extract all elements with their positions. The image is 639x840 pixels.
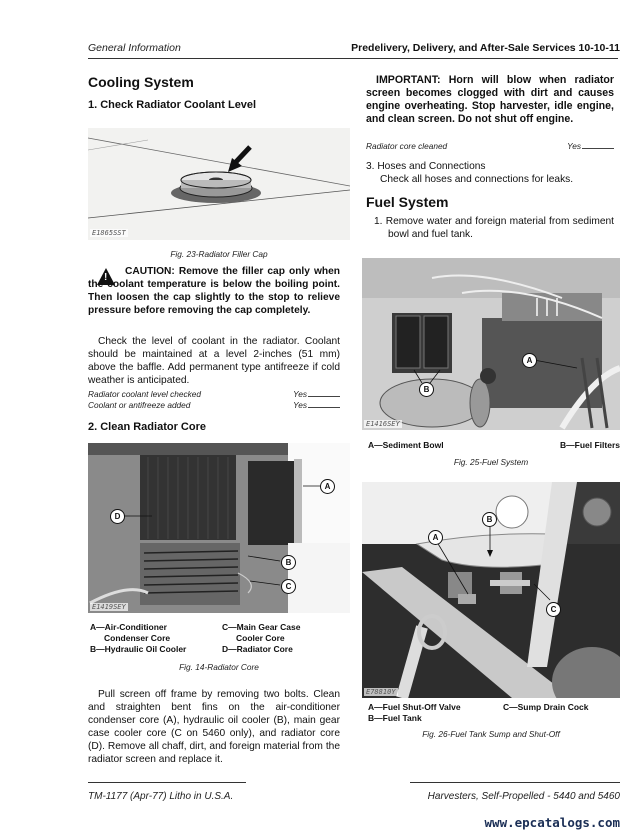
fuel-system-photo: [362, 258, 620, 430]
footer-rule-left: [88, 782, 246, 783]
section-title-cooling: Cooling System: [88, 74, 194, 90]
checkbox-line[interactable]: [582, 148, 614, 149]
checklist-row: Coolant or antifreeze added Yes: [88, 400, 340, 411]
checklist-row: Radiator core cleaned Yes: [366, 141, 614, 152]
radiator-core-photo: [88, 443, 350, 613]
figure-caption: Fig. 26-Fuel Tank Sump and Shut-Off: [422, 729, 560, 739]
arrow-pointer-icon: [226, 144, 256, 174]
figure-fuel-system: [362, 258, 620, 430]
coolant-level-paragraph: Check the level of coolant in the radiator. Coolant should be maintained at a level 2-inches (51 mm) above the baffle. Add permanent type antifreeze if cold weather is anticipated.: [88, 336, 340, 386]
figure-code: E1865SST: [92, 229, 126, 237]
callout-a: A: [428, 530, 443, 545]
figure-legend-fuel-tank: A—Fuel Shut-Off Valve B—Fuel Tank C—Sump Drain Cock: [368, 702, 589, 723]
header-rule: [88, 58, 618, 59]
coolant-checklist: [88, 389, 340, 411]
figure-caption: Fig. 23-Radiator Filler Cap: [170, 249, 268, 259]
footer-rule-right: [410, 782, 620, 783]
callout-a: A: [522, 353, 537, 368]
important-notice: IMPORTANT: Horn will blow when radiator screen becomes clogged with dirt and causes engine overheating. Stop harvester, idle engine, and clean screen. Do not shut off engine.: [366, 74, 614, 125]
figure-radiator-core: [88, 443, 350, 613]
section-title-fuel: Fuel System: [366, 194, 449, 210]
figure-code: E78810Y: [366, 688, 396, 696]
callout-b: B: [482, 512, 497, 527]
checkbox-line[interactable]: [308, 407, 340, 408]
step1-heading: 1. Check Radiator Coolant Level: [88, 99, 257, 111]
callout-c: C: [281, 579, 296, 594]
callout-d: D: [110, 509, 125, 524]
caution-text: CAUTION: Remove the filler cap only when the coolant temperature is below the boiling point. Then loosen the cap slightly to the stop to relieve pressure before removing the cap completely.: [88, 266, 340, 316]
figure-radiator-filler-cap: [88, 128, 350, 240]
running-header-title: Predelivery, Delivery, and After-Sale Services 10-10-11: [351, 42, 620, 54]
checklist-row: Radiator coolant level checked Yes: [88, 389, 340, 400]
clean-radiator-paragraph: Pull screen off frame by removing two bolts. Clean and straighten bent fins on the air-conditioner condenser core (A), hydraulic oil cooler (B), main gear case cooler core (C on 5460 only), and radiator core (D). Remove all chaff, dirt, and foreign material from the radiator screen and replace it.: [88, 689, 340, 765]
callout-b: B: [281, 555, 296, 570]
figure-code: E1416SEY: [366, 420, 400, 428]
callout-c: C: [546, 602, 561, 617]
step3-text: Check all hoses and connections for leaks.: [380, 174, 574, 185]
fuel-step1: 1. Remove water and foreign material from sediment bowl and fuel tank.: [374, 216, 614, 240]
callout-b: B: [419, 382, 434, 397]
callout-a: A: [320, 479, 335, 494]
figure-legend-fuel-system: A—Sediment Bowl B—Fuel Filters: [368, 440, 620, 450]
radiator-filler-cap-illustration: [88, 128, 350, 240]
figure-caption: Fig. 14-Radiator Core: [179, 662, 259, 672]
figure-legend-radiator-core: A—Air-Conditioner Condenser Core B—Hydraulic Oil Cooler C—Main Gear Case Cooler Core D—Radiator Core: [90, 622, 301, 654]
step2-heading: 2. Clean Radiator Core: [88, 421, 206, 433]
radiator-core-checklist: [366, 141, 614, 152]
figure-caption: Fig. 25-Fuel System: [453, 457, 529, 467]
footer-product: Harvesters, Self-Propelled - 5440 and 5460: [427, 791, 620, 802]
figure-code: E1419SEY: [92, 603, 126, 611]
step3-heading: 3. Hoses and Connections: [366, 161, 486, 172]
watermark-link[interactable]: www.epcatalogs.com: [484, 815, 620, 830]
running-header-section: General Information: [88, 42, 181, 54]
figure-fuel-tank-sump: [362, 482, 620, 698]
checkbox-line[interactable]: [308, 396, 340, 397]
footer-publication: TM-1177 (Apr-77) Litho in U.S.A.: [88, 791, 234, 802]
